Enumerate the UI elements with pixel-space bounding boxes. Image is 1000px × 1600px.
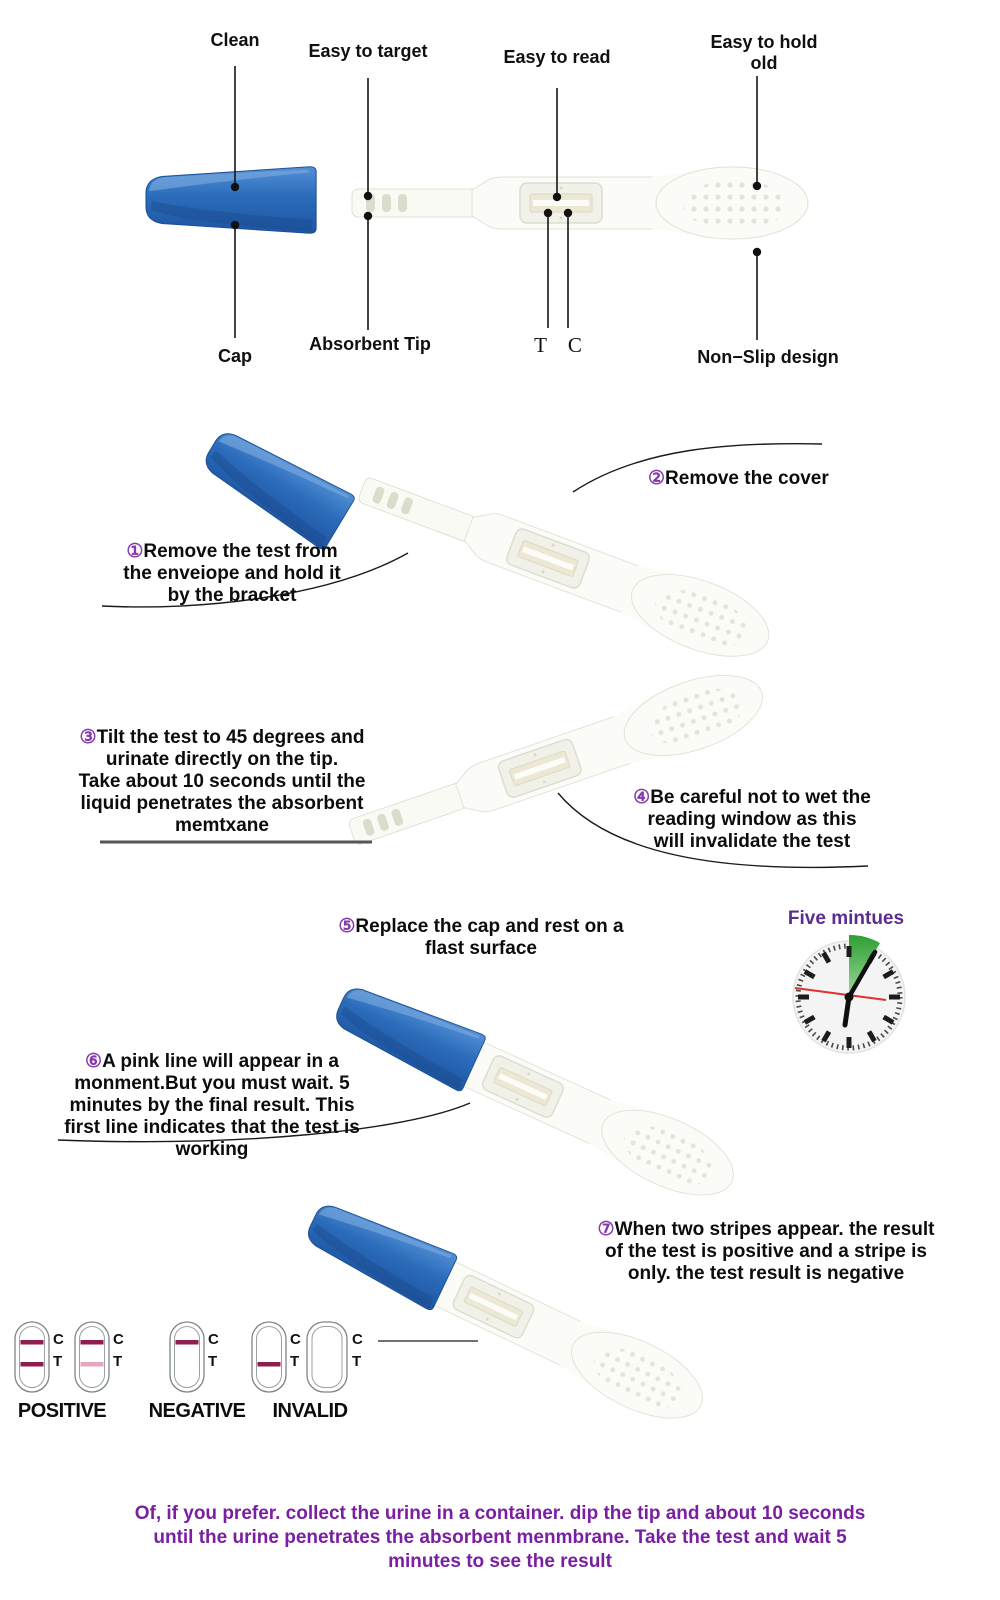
window5-c-label: C xyxy=(352,1331,363,1348)
step-2-text: ②Remove the cover xyxy=(648,468,829,489)
label-easy-to-hold: Easy to hold old xyxy=(710,32,818,73)
step-1-number: ① xyxy=(126,541,144,562)
positive-label: POSITIVE xyxy=(17,1400,107,1422)
window5-t-label: T xyxy=(352,1353,362,1370)
step-7-text: ⑦When two stripes appear. the result of the test is positive and a stripe is only. the test result is negative xyxy=(597,1219,935,1284)
label-non-slip: Non−Slip design xyxy=(697,347,839,367)
label-absorbent-tip: Absorbent Tip xyxy=(309,334,431,354)
product-diagram xyxy=(146,66,808,340)
label-easy-to-read: Easy to read xyxy=(503,47,611,67)
window1-t-label: T xyxy=(53,1353,63,1370)
step-5-text: ⑤Replace the cap and rest on a flast surface xyxy=(338,916,624,959)
window2-t-label: T xyxy=(113,1353,123,1370)
step-7-number: ⑦ xyxy=(597,1219,615,1240)
step-2-number: ② xyxy=(648,468,666,489)
label-cap: Cap xyxy=(217,346,253,366)
invalid-label: INVALID xyxy=(272,1400,348,1422)
negative-label: NEGATIVE xyxy=(148,1400,246,1422)
step-6-number: ⑥ xyxy=(85,1051,103,1072)
step-5-number: ⑤ xyxy=(338,916,356,937)
window1-c-label: C xyxy=(53,1331,64,1348)
window3-c-label: C xyxy=(208,1331,219,1348)
label-t-c: T C xyxy=(534,333,590,357)
window4-t-label: T xyxy=(290,1353,300,1370)
timer-label: Five mintues xyxy=(787,908,905,929)
step-3-text: ③Tilt the test to 45 degrees and urinate directly on the tip. Take about 10 seconds until the liquid penetrates the absorbent memtxane xyxy=(78,727,366,836)
step-4-number: ④ xyxy=(633,787,651,808)
window2-c-label: C xyxy=(113,1331,124,1348)
step-1-text: ①Remove the test from the enveiope and hold it by the bracket xyxy=(123,541,341,606)
step-3-number: ③ xyxy=(79,727,97,748)
window3-t-label: T xyxy=(208,1353,218,1370)
timer-clock xyxy=(793,935,905,1053)
step-4-text: ④Be careful not to wet the reading window as this will invalidate the test xyxy=(633,787,871,852)
label-easy-to-target: Easy to target xyxy=(308,41,428,61)
step-6-text: ⑥A pink line will appear in a monment.But you must wait. 5 minutes by the final result. This first line indicates that the test is working xyxy=(64,1051,360,1160)
window4-c-label: C xyxy=(290,1331,301,1348)
label-clean: Clean xyxy=(210,30,260,50)
footer-note: Of, if you prefer. collect the urine in a container. dip the tip and about 10 seconds until the urine penetrates the absorbent menmbrane. Take the test and wait 5 minutes to see the result xyxy=(134,1503,866,1572)
